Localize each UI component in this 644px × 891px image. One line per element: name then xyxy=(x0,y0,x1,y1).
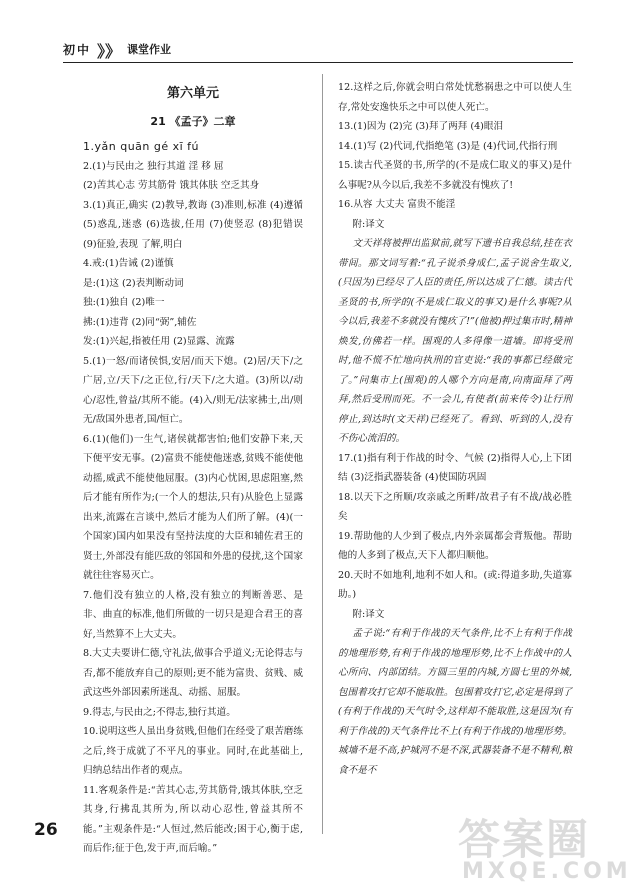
answer-item: 13.(1)因为 (2)完 (3)拜了两拜 (4)眼泪 xyxy=(338,121,504,132)
answer-item: 11.客观条件是:“苦其心志,劳其筋骨,饿其体肤,空乏其身,行拂乱其所为,所以动心忍性,曾益其所不能。”主观条件是:“人恒过,然后能改;困于心,衡于虑,而后作;征于色,发于声,而后喻。” xyxy=(83,784,303,854)
right-column xyxy=(338,78,572,780)
answer-item: 6.(1)(他们)一生气,诸侯就都害怕;他们安静下来,天下便平安无事。(2)富贵不能使他迷惑,贫贱不能使他动摇,威武不能使他屈服。(3)内心忧困,思虑阻塞,然后才能有所作为;(一个人的想法,只有)从脸色上显露出来,流露在言谈中,然后才能为人们所了解。(4)(一个国家)国内如果没有坚持法度的大臣和辅佐君王的贤士,外部没有能匹敌的邻国和外患的侵扰,这个国家就往往容易灭亡。 xyxy=(83,433,303,581)
answer-item: 16.从容 大丈夫 富贵不能淫 xyxy=(338,199,456,210)
page-header xyxy=(63,38,573,60)
header-rule xyxy=(63,62,573,63)
answer-item: 4.戒:(1)告诫 (2)谨慎 xyxy=(83,258,174,269)
translation-text: 文天祥将被押出监狱前,就写下遗书自我总结,挂在衣带间。那文词写着:“孔子说杀身成仁,孟子说舍生取义,(只因为)已经尽了人臣的责任,所以达成了仁德。读古代圣贤的书,所学的(不是成仁取义的事又)是什么事呢?从今以后,我差不多就没有愧疚了!”(他被)押过集市时,精神焕发,仿佛若一样。围观的人多得像一道墙。即将受刑时,他不慌不忙地向执刑的官吏说:“我的事都已经做完了。”问集市上(围观)的人哪个方向是南,向南面拜了两拜,然后受刑而死。不一会儿,有使者(前来传令)让行刑停止,到达时(文天祥)已经死了。看到、听到的人,没有不伤心流泪的。 xyxy=(338,238,572,444)
translation-label: 附:译文 xyxy=(352,608,385,620)
answer-item: 5.(1)一怒/而诸侯惧,安居/而天下熄。(2)居/天下/之广居,立/天下/之正位,行/天下/之大道。(3)所以/动心/忍性,曾益/其所不能。(4)入/则无/法家拂士,出/则无/敌国外患者,国/恒亡。 xyxy=(83,355,303,425)
left-column xyxy=(83,78,303,859)
answer-item: 1.yǎn quān gé xī fú xyxy=(83,140,200,153)
answer-item: 独:(1)独自 (2)唯一 xyxy=(83,297,165,308)
answer-item: 14.(1)写 (2)代词,代指绝笔 (3)是 (4)代词,代指行刑 xyxy=(338,140,558,152)
answer-item: 15.读古代圣贤的书,所学的(不是成仁取义的事又)是什么事呢?从今以后,我差不多就没有愧疚了! xyxy=(338,160,572,191)
lesson-title: 21 《孟子》二章 xyxy=(150,115,236,128)
column-divider xyxy=(322,74,323,834)
watermark-url: MXQE.COM xyxy=(462,859,632,884)
answer-item: 12.这样之后,你就会明白常处忧愁祸患之中可以使人生存,常处安逸快乐之中可以使人死亡。 xyxy=(338,82,572,113)
translation-text: 孟子说:“有利于作战的天气条件,比不上有利于作战的地理形势,有利于作战的地理形势,比不上作战中的人心所向、内部团结。方圆三里的内城,方圆七里的外城,包围着攻打它却不能取胜。包围着攻打它,必定是得到了(有利于作战的)天气时令,这样却不能取胜,这是因为(有利于作战的)天气条件比不上(有利于作战的)地理形势。城墙不是不高,护城河不是不深,武器装备不是不精利,粮食不是不 xyxy=(338,628,572,776)
answer-item: 3.(1)真正,确实 (2)教导,教诲 (3)准则,标准 (4)遵循 (5)惑乱,迷惑 (6)选拔,任用 (7)使竖忍 (8)犯错误 (9)征验,表现 了解,明白 xyxy=(83,199,303,250)
answer-item: 发:(1)兴起,指被任用 (2)显露、流露 xyxy=(83,336,235,347)
grade-label: 初中 xyxy=(63,43,92,57)
watermark-logo xyxy=(454,807,630,885)
answer-item: 8.大丈夫要讲仁德,守礼法,做事合乎道义;无论得志与否,都不能放弃自己的原则;更不能为富贵、贫贱、威武这些外部因素所迷乱、动摇、屈服。 xyxy=(83,648,303,698)
translation-label: 附:译文 xyxy=(352,218,385,230)
page-number: 26 xyxy=(34,820,58,840)
book-title: 课堂作业 xyxy=(127,43,171,56)
answer-item: (2)苦其心志 劳其筋骨 饿其体肤 空乏其身 xyxy=(83,180,260,191)
answer-item: 拂:(1)违背 (2)同“弼”,辅佐 xyxy=(83,316,197,328)
answer-item: 9.得志,与民由之;不得志,独行其道。 xyxy=(83,706,236,718)
unit-title: 第六单元 xyxy=(166,86,219,101)
answer-item: 是:(1)这 (2)表判断动词 xyxy=(83,277,184,289)
answer-item: 17.(1)指有利于作战的时令、气候 (2)指得人心,上下团结 (3)泛指武器装备 (4)使国防巩固 xyxy=(338,452,572,483)
answer-item: 19.帮助他的人少到了极点,内外亲属都会背叛他。帮助他的人多到了极点,天下人都归顺他。 xyxy=(338,530,572,561)
answer-item: 18.以天下之所顺/攻亲戚之所畔/故君子有不战/战必胜矣 xyxy=(338,491,572,522)
answer-item: 10.说明这些人虽出身贫贱,但他们在经受了艰苦磨练之后,终于成就了不平凡的事业。同时,在此基础上,归纳总结出作者的观点。 xyxy=(83,726,303,776)
double-chevron-icon: 》》 xyxy=(97,42,122,61)
answer-item: 7.他们没有独立的人格,没有独立的判断善恶、是非、曲直的标准,他们所做的一切只是迎合君王的喜好,当然算不上大丈夫。 xyxy=(83,589,303,640)
watermark-text: 答案圈 xyxy=(458,815,591,864)
answer-item: 20.天时不如地利,地利不如人和。(或:得道多助,失道寡助。) xyxy=(338,569,572,600)
answer-item: 2.(1)与民由之 独行其道 淫 移 屈 xyxy=(83,160,224,172)
